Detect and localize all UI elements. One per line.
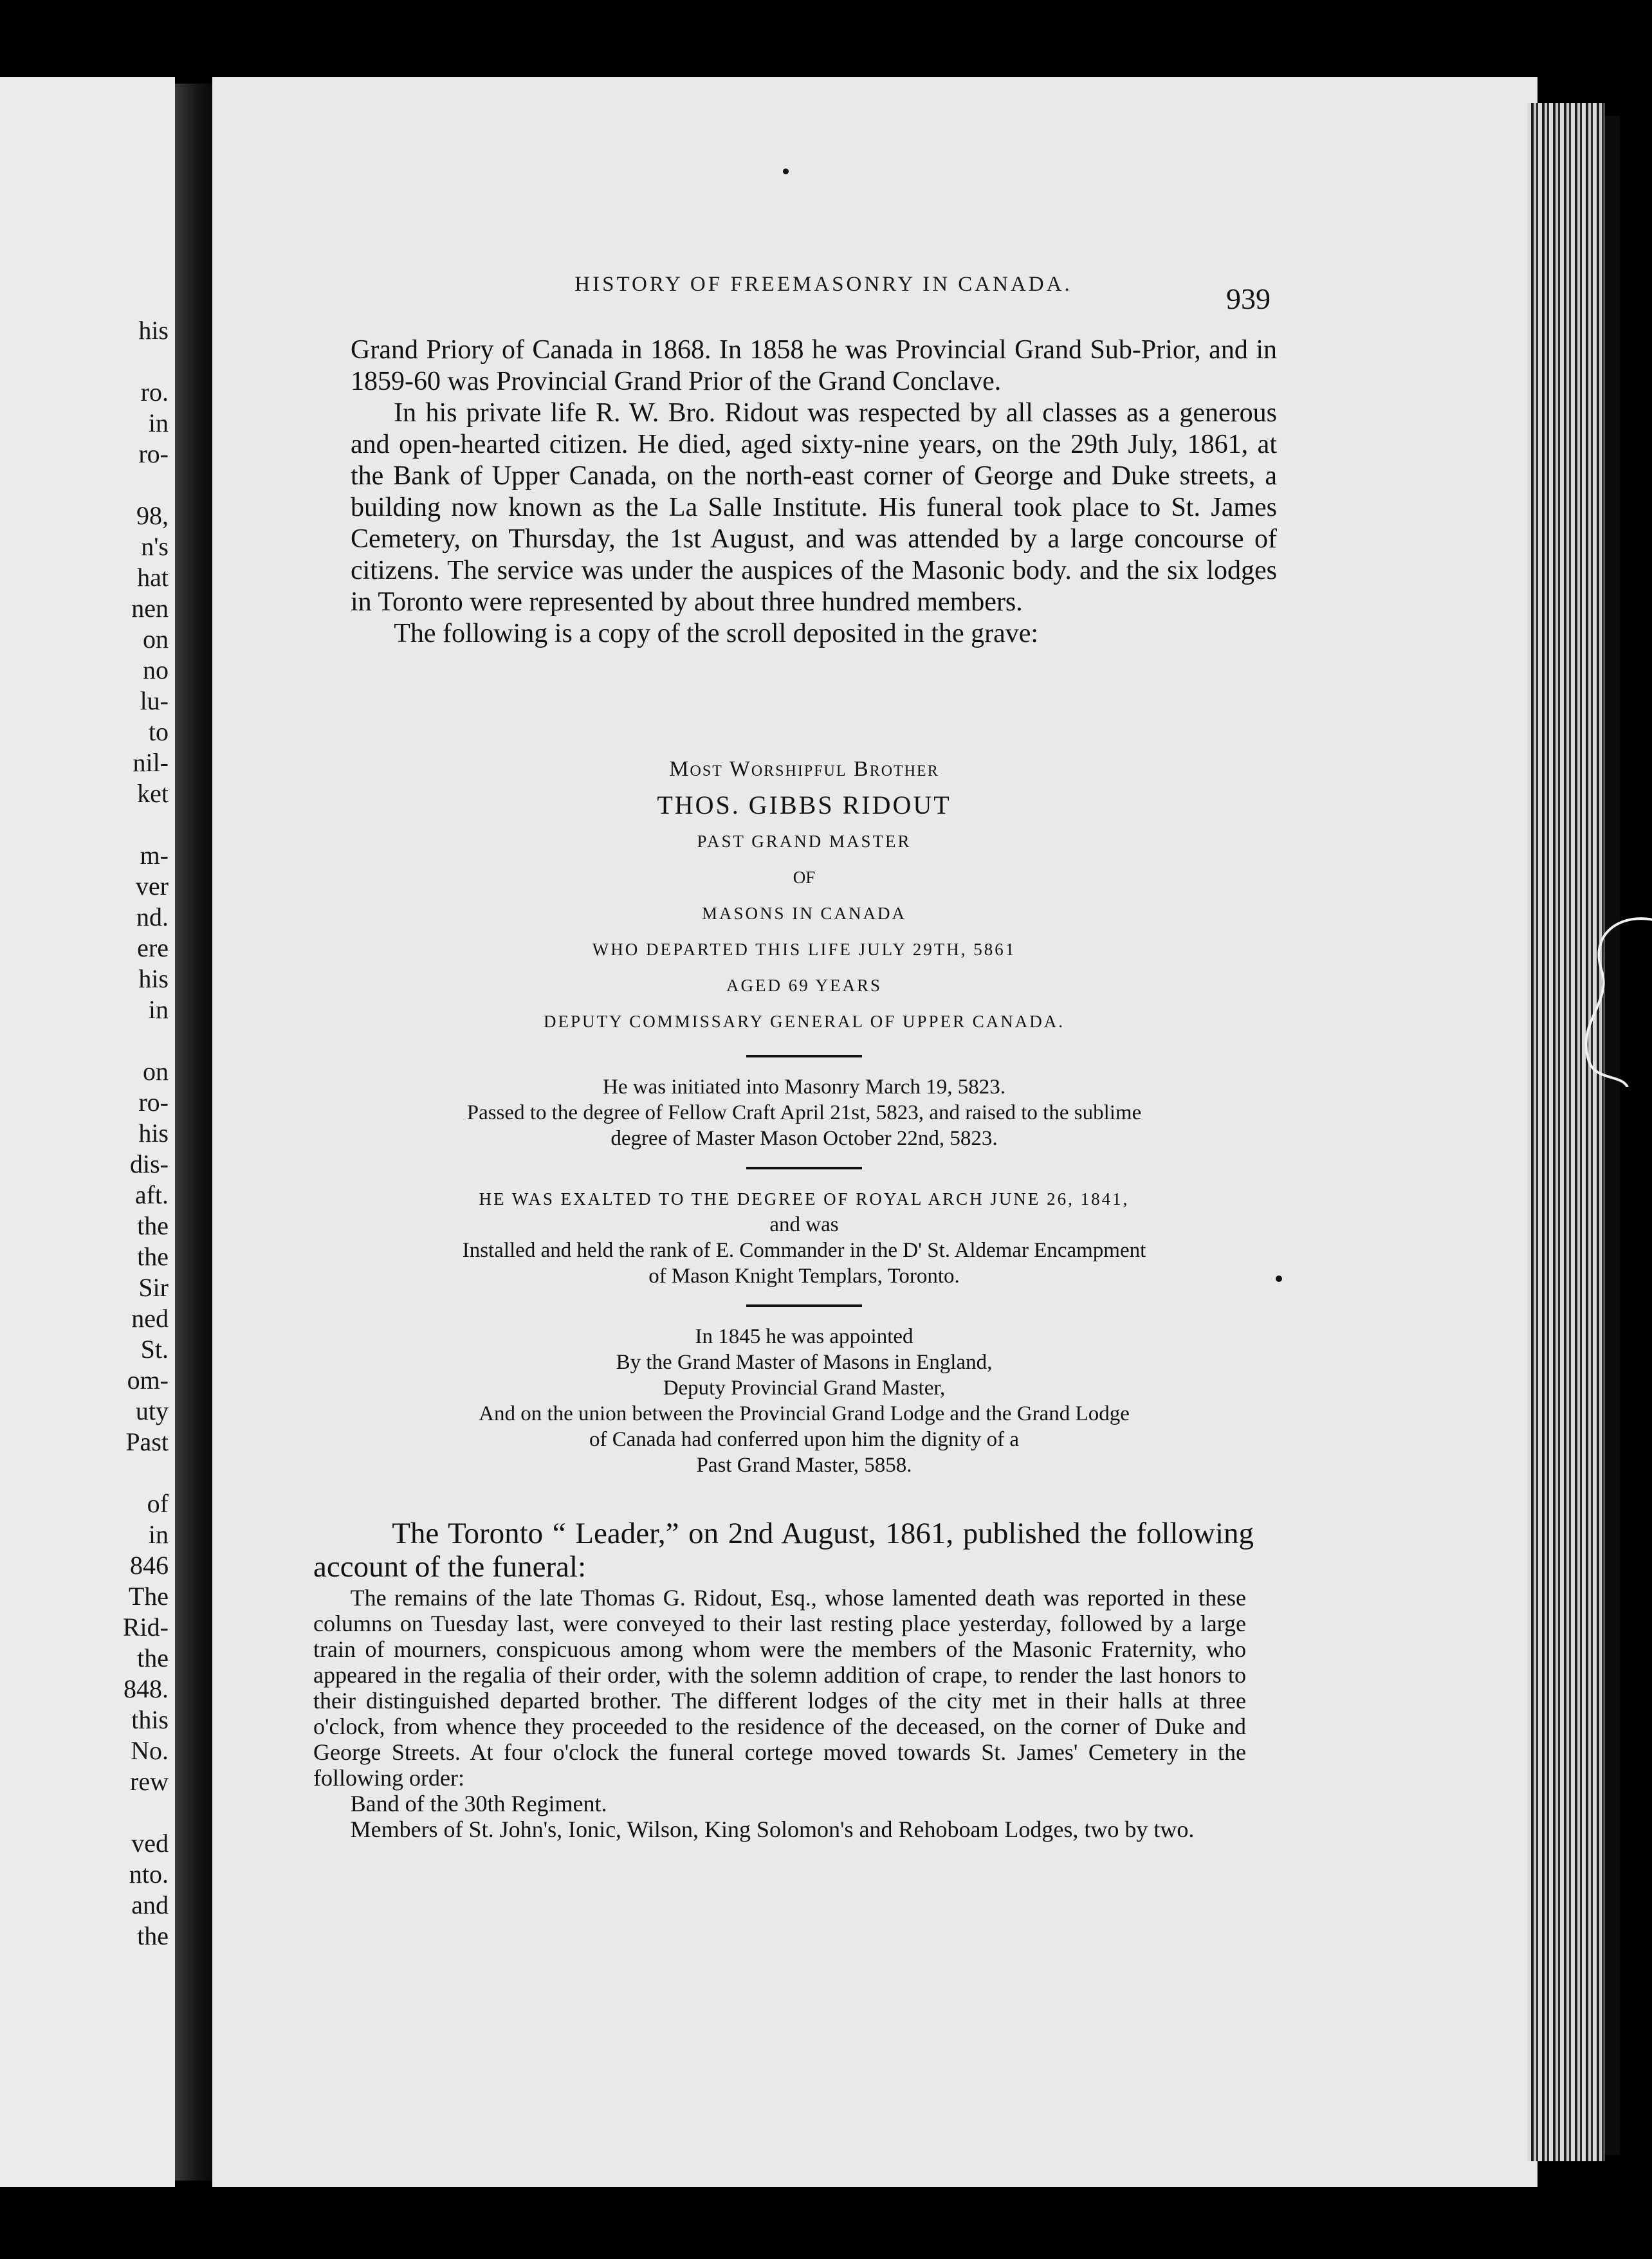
left-page-fragment: the xyxy=(137,1242,169,1271)
ink-speck xyxy=(1276,1276,1282,1282)
left-page-fragment: on xyxy=(143,1057,169,1086)
ink-speck xyxy=(783,169,789,174)
body-text xyxy=(351,334,1277,650)
scroll-line: Most Worshipful Brother xyxy=(669,757,939,781)
scroll-line: He was initiated into Masonry March 19, 5823. xyxy=(603,1075,1005,1099)
left-page-fragment xyxy=(0,346,169,377)
left-page-fragment: to xyxy=(148,717,169,746)
left-page-fragment: n's xyxy=(141,532,169,561)
page-edges-shadow xyxy=(1604,116,1620,2155)
left-page-fragment: hat xyxy=(137,563,169,592)
left-page-fragment: 846 xyxy=(130,1551,169,1580)
left-page-fragment: in xyxy=(148,995,169,1024)
left-page-fragment: the xyxy=(137,1643,169,1672)
divider-rule xyxy=(746,1304,862,1307)
quoted-account xyxy=(313,1585,1246,1842)
scroll-line: AGED 69 YEARS xyxy=(726,976,882,995)
left-page-fragment xyxy=(0,1025,169,1056)
left-page-fragment xyxy=(0,470,169,500)
left-page-fragment: ere xyxy=(137,933,169,962)
scroll-line: and was xyxy=(769,1213,839,1236)
left-page-fragment: Sir xyxy=(138,1273,169,1302)
left-page-fragment: Past xyxy=(125,1427,169,1456)
paragraph: The remains of the late Thomas G. Ridout, Esq., whose lamented death was reported in these columns on Tuesday last, were conveyed to their last resting place yesterday, followed by a large train of mourners, conspicuous among whom were the members of the Masonic Fraternity, who appeared in the regalia of their order, with the solemn addition of crape, to render the last honors to their distinguished departed brother. The different lodges of the city met in their halls at three o'clock, from whence they proceeded to the residence of the deceased, on the corner of Duke and George Streets. At four o'clock the funeral cortege moved towards St. James' Cemetery in the following order: xyxy=(313,1585,1246,1791)
left-page-fragment: no xyxy=(143,655,169,684)
scroll-line: PAST GRAND MASTER xyxy=(697,832,912,851)
left-page-fragment: uty xyxy=(135,1396,169,1425)
paragraph: Members of St. John's, Ionic, Wilson, King Solomon's and Rehoboam Lodges, two by two. xyxy=(350,1816,1195,1842)
left-page-fragment: The xyxy=(128,1582,169,1611)
scroll-line: Deputy Provincial Grand Master, xyxy=(663,1376,946,1400)
scroll-line: MASONS IN CANADA xyxy=(701,904,907,923)
left-page-fragment: his xyxy=(138,1119,169,1148)
scroll-line: of Canada had conferred upon him the dignity of a xyxy=(589,1428,1020,1451)
left-page-fragment xyxy=(0,1797,169,1828)
leader-intro xyxy=(313,1517,1254,1584)
left-page-fragment: St. xyxy=(140,1335,169,1364)
running-head: HISTORY OF FREEMASONRY IN CANADA. xyxy=(574,273,1072,296)
divider-rule xyxy=(746,1167,862,1169)
left-page-fragment: on xyxy=(143,625,169,654)
paragraph: In his private life R. W. Bro. Ridout was respected by all classes as a generous and open-hearted citizen. He died, aged sixty-nine years, on the 29th July, 1861, at the Bank of Upper Canada, on the north-east corner of George and Duke streets, a building now known as the La Salle Institute. His funeral took place to St. James Cemetery, on Thursday, the 1st August, and was attended by a large concourse of citizens. The service was under the auspices of the Masonic body. and the six lodges in Toronto were represented by about three hundred members. xyxy=(351,398,1277,617)
left-page-fragment: ro. xyxy=(140,378,169,407)
left-page-fragment: om- xyxy=(127,1366,169,1395)
left-page-fragment: Rid- xyxy=(122,1613,169,1642)
left-page-fragment xyxy=(0,809,169,840)
divider-rule xyxy=(746,1055,862,1057)
left-page-fragment: his xyxy=(138,316,169,345)
scroll-line: And on the union between the Provincial Grand Lodge and the Grand Lodge xyxy=(479,1402,1130,1425)
page-number: 939 xyxy=(1226,282,1271,315)
left-page-fragment: dis- xyxy=(130,1149,169,1178)
left-page-fragment: in xyxy=(148,408,169,437)
left-page-fragment: No. xyxy=(131,1736,169,1765)
scroll-line: HE WAS EXALTED TO THE DEGREE OF ROYAL ARCH JUNE 26, 1841, xyxy=(479,1189,1130,1209)
scroll-line: By the Grand Master of Masons in England, xyxy=(616,1351,993,1374)
left-page-fragment: ver xyxy=(135,872,169,901)
left-page-fragment: lu- xyxy=(140,686,169,715)
left-page-fragment: and xyxy=(131,1890,169,1919)
page-edges xyxy=(1527,103,1604,2161)
left-page-fragment: nen xyxy=(131,594,169,623)
left-page-fragment: ro- xyxy=(138,1088,169,1117)
left-page-fragment: the xyxy=(137,1921,169,1950)
left-page-fragment: ro- xyxy=(138,439,169,468)
left-page-fragment xyxy=(0,1458,169,1488)
scroll-line: Passed to the degree of Fellow Craft April 21st, 5823, and raised to the sublime xyxy=(466,1101,1142,1124)
paragraph: Grand Priory of Canada in 1868. In 1858 he was Provincial Grand Sub-Prior, and in 1859-60 was Provincial Grand Prior of the Grand Conclave. xyxy=(351,335,1277,396)
left-page-fragment: nto. xyxy=(129,1860,169,1889)
left-page-fragment: this xyxy=(131,1705,169,1734)
scroll-line: of Mason Knight Templars, Toronto. xyxy=(648,1265,960,1288)
left-page-fragment: aft. xyxy=(134,1180,169,1209)
left-page-fragment: ket xyxy=(137,779,169,808)
left-page-text-fragments xyxy=(0,315,169,1952)
left-page-fragment: nd. xyxy=(136,902,169,931)
scroll-line: DEPUTY COMMISSARY GENERAL OF UPPER CANADA. xyxy=(543,1012,1065,1031)
left-page-fragment: the xyxy=(137,1211,169,1240)
scroll-line: In 1845 he was appointed xyxy=(695,1325,913,1348)
left-page-fragment: ned xyxy=(131,1304,169,1333)
bookmark-ribbon xyxy=(1563,894,1652,1087)
left-page-fragment: 848. xyxy=(124,1674,169,1703)
left-page-fragment: in xyxy=(148,1520,169,1549)
scroll-name: THOS. GIBBS RIDOUT xyxy=(657,791,951,819)
left-page-fragment: ved xyxy=(131,1829,169,1858)
left-page-fragment: of xyxy=(147,1489,169,1518)
left-page-fragment: his xyxy=(138,964,169,993)
scroll-line: WHO DEPARTED THIS LIFE JULY 29TH, 5861 xyxy=(592,940,1016,959)
scroll-line: Past Grand Master, 5858. xyxy=(696,1454,912,1477)
book-gutter xyxy=(175,84,212,2181)
scroll-line: OF xyxy=(793,868,816,887)
scroll-line: Installed and held the rank of E. Commander in the D' St. Aldemar Encampment xyxy=(462,1239,1146,1262)
scroll-inscription xyxy=(335,751,1274,1478)
scroll-line: degree of Master Mason October 22nd, 5823. xyxy=(610,1127,998,1150)
left-page-fragment: 98, xyxy=(136,501,169,530)
paragraph: The Toronto “ Leader,” on 2nd August, 1861, published the following account of the funeral: xyxy=(313,1517,1254,1584)
left-page-fragment: nil- xyxy=(133,748,169,777)
paragraph: Band of the 30th Regiment. xyxy=(350,1791,607,1816)
left-page-fragment: rew xyxy=(130,1767,169,1796)
paragraph: The following is a copy of the scroll deposited in the grave: xyxy=(394,619,1039,648)
left-page-fragment: m- xyxy=(140,841,169,870)
